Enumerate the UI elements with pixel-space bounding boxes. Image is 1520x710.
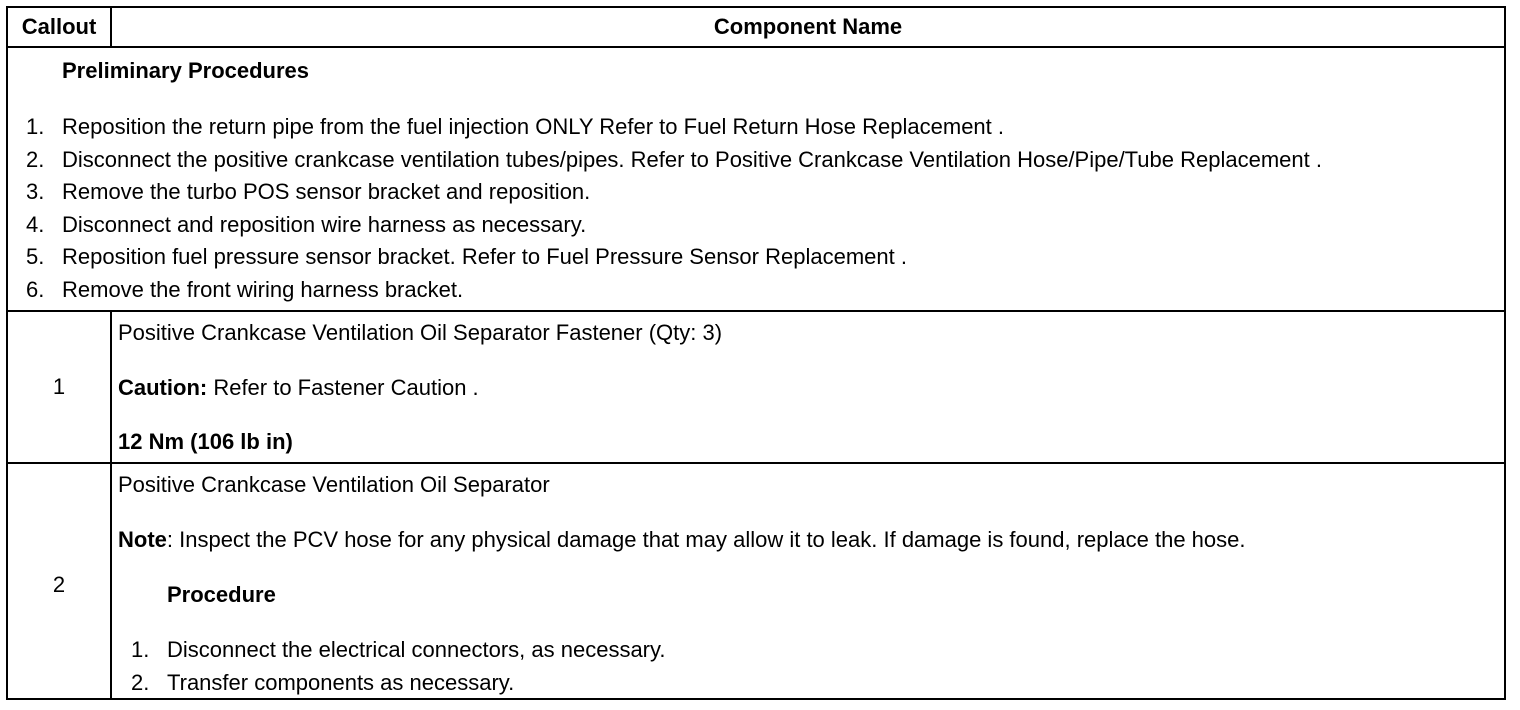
callout-number: 1 bbox=[52, 374, 66, 399]
caution-text: Refer to Fastener Caution . bbox=[207, 375, 479, 400]
row-divider-preliminary bbox=[8, 310, 1504, 312]
header-callout: Callout bbox=[21, 14, 97, 39]
header-component-name: Component Name bbox=[713, 14, 903, 39]
preliminary-step-number: 5. bbox=[26, 244, 45, 269]
preliminary-step-number: 4. bbox=[26, 212, 45, 237]
caution-label: Caution: bbox=[118, 375, 208, 400]
callout-number: 2 bbox=[52, 572, 66, 597]
header-divider bbox=[8, 46, 1504, 48]
body-column-divider bbox=[110, 310, 112, 698]
preliminary-step-text: Reposition the return pipe from the fuel injection ONLY Refer to Fuel Return Hose Replacement . bbox=[62, 114, 1005, 139]
preliminary-step-number: 3. bbox=[26, 179, 45, 204]
note-line bbox=[118, 527, 1246, 553]
row-divider-1 bbox=[8, 462, 1504, 464]
note-text: : Inspect the PCV hose for any physical damage that may allow it to leak. If damage is found, replace the hose. bbox=[166, 527, 1246, 552]
procedure-step-text: Disconnect the electrical connectors, as necessary. bbox=[167, 637, 666, 662]
preliminary-step-number: 1. bbox=[26, 114, 45, 139]
caution-line bbox=[118, 375, 479, 401]
preliminary-step-text: Disconnect and reposition wire harness as necessary. bbox=[62, 212, 587, 237]
procedure-heading: Procedure bbox=[167, 582, 276, 607]
procedure-table bbox=[6, 6, 1506, 700]
note-label: Note bbox=[118, 527, 167, 552]
component-name: Positive Crankcase Ventilation Oil Separator Fastener (Qty: 3) bbox=[118, 320, 723, 345]
preliminary-step-text: Remove the turbo POS sensor bracket and reposition. bbox=[62, 179, 591, 204]
preliminary-step-text: Reposition fuel pressure sensor bracket. Refer to Fuel Pressure Sensor Replacement . bbox=[62, 244, 907, 269]
procedure-step-number: 2. bbox=[131, 670, 150, 695]
procedure-step-number: 1. bbox=[131, 637, 150, 662]
preliminary-heading: Preliminary Procedures bbox=[62, 58, 310, 83]
preliminary-step-number: 6. bbox=[26, 277, 45, 302]
torque-spec: 12 Nm (106 lb in) bbox=[118, 429, 293, 454]
preliminary-step-text: Remove the front wiring harness bracket. bbox=[62, 277, 464, 302]
preliminary-step-text: Disconnect the positive crankcase ventilation tubes/pipes. Refer to Positive Crankcase Ventilation Hose/Pipe/Tube Replacement . bbox=[62, 147, 1322, 172]
component-name: Positive Crankcase Ventilation Oil Separator bbox=[118, 472, 550, 497]
preliminary-step-number: 2. bbox=[26, 147, 45, 172]
procedure-step-text: Transfer components as necessary. bbox=[167, 670, 515, 695]
